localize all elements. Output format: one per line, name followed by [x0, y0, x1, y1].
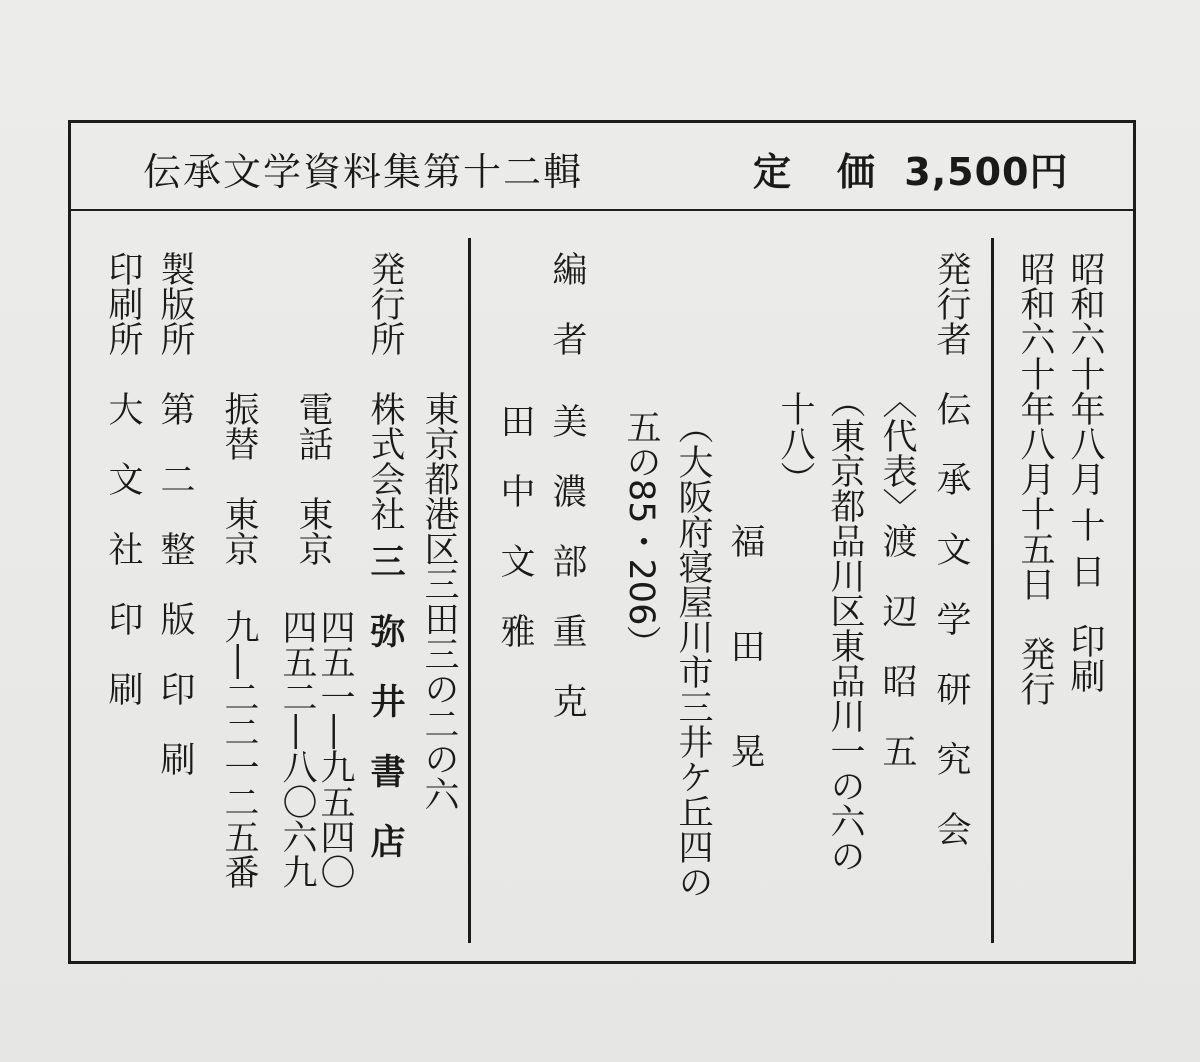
- transfer-label: 振替 東京: [219, 391, 259, 566]
- publisher-person-role: 発行者: [931, 251, 971, 356]
- phone-1: 四五一―九五四〇: [315, 609, 355, 889]
- colophon-box: [68, 120, 1136, 964]
- editor-2-name: 福 田 晃: [725, 523, 765, 768]
- plate-maker-name: 第 二 整 版 印 刷: [155, 391, 195, 776]
- publisher-role: 発行所: [365, 251, 405, 356]
- divider-dates: [991, 238, 994, 943]
- editor-1-name: 美 濃 部 重 克: [547, 403, 587, 718]
- editors-role: 編 者: [547, 251, 587, 356]
- phone-label: 電話 東京: [293, 391, 333, 566]
- book-title: 伝承文学資料集第十二輯: [143, 150, 584, 194]
- title-row: [71, 123, 1133, 211]
- printer-name: 大 文 社 印 刷: [103, 391, 143, 706]
- price-value: 3,500円: [904, 150, 1069, 194]
- phone-2: 四五二―八〇六九: [277, 609, 317, 889]
- printer-role: 印刷所: [103, 251, 143, 356]
- transfer-number: 九―二二一二五番: [219, 609, 259, 889]
- print-date: 昭和六十年八月 十 日 印刷: [1065, 251, 1105, 694]
- price: [753, 141, 1068, 196]
- publisher-address-1: （東京都品川区東品川一の六の: [825, 383, 865, 873]
- editor-3-name: 田 中 文 雅: [495, 403, 535, 648]
- publish-date: 昭和六十年八月十五日 発行: [1015, 251, 1055, 706]
- publisher-org: 伝 承 文 学 研 究 会: [931, 391, 971, 846]
- publisher-rep: 〈代表〉渡 辺 昭 五: [877, 383, 917, 768]
- editor-2-address-1: （大阪府寝屋川市三井ケ丘四の: [673, 409, 713, 899]
- editor-2-address-2: 五の85・206）: [621, 409, 661, 661]
- publisher-address: 東京都港区三田三の二の六: [419, 391, 459, 811]
- company-prefix: 株式会社: [365, 391, 405, 531]
- publisher-address-2: 十八）: [775, 391, 815, 496]
- price-label: 定 価: [753, 150, 880, 194]
- divider-editors: [468, 238, 471, 943]
- plate-maker-role: 製版所: [155, 251, 195, 356]
- company-name: 三 弥 井 書 店: [365, 543, 405, 858]
